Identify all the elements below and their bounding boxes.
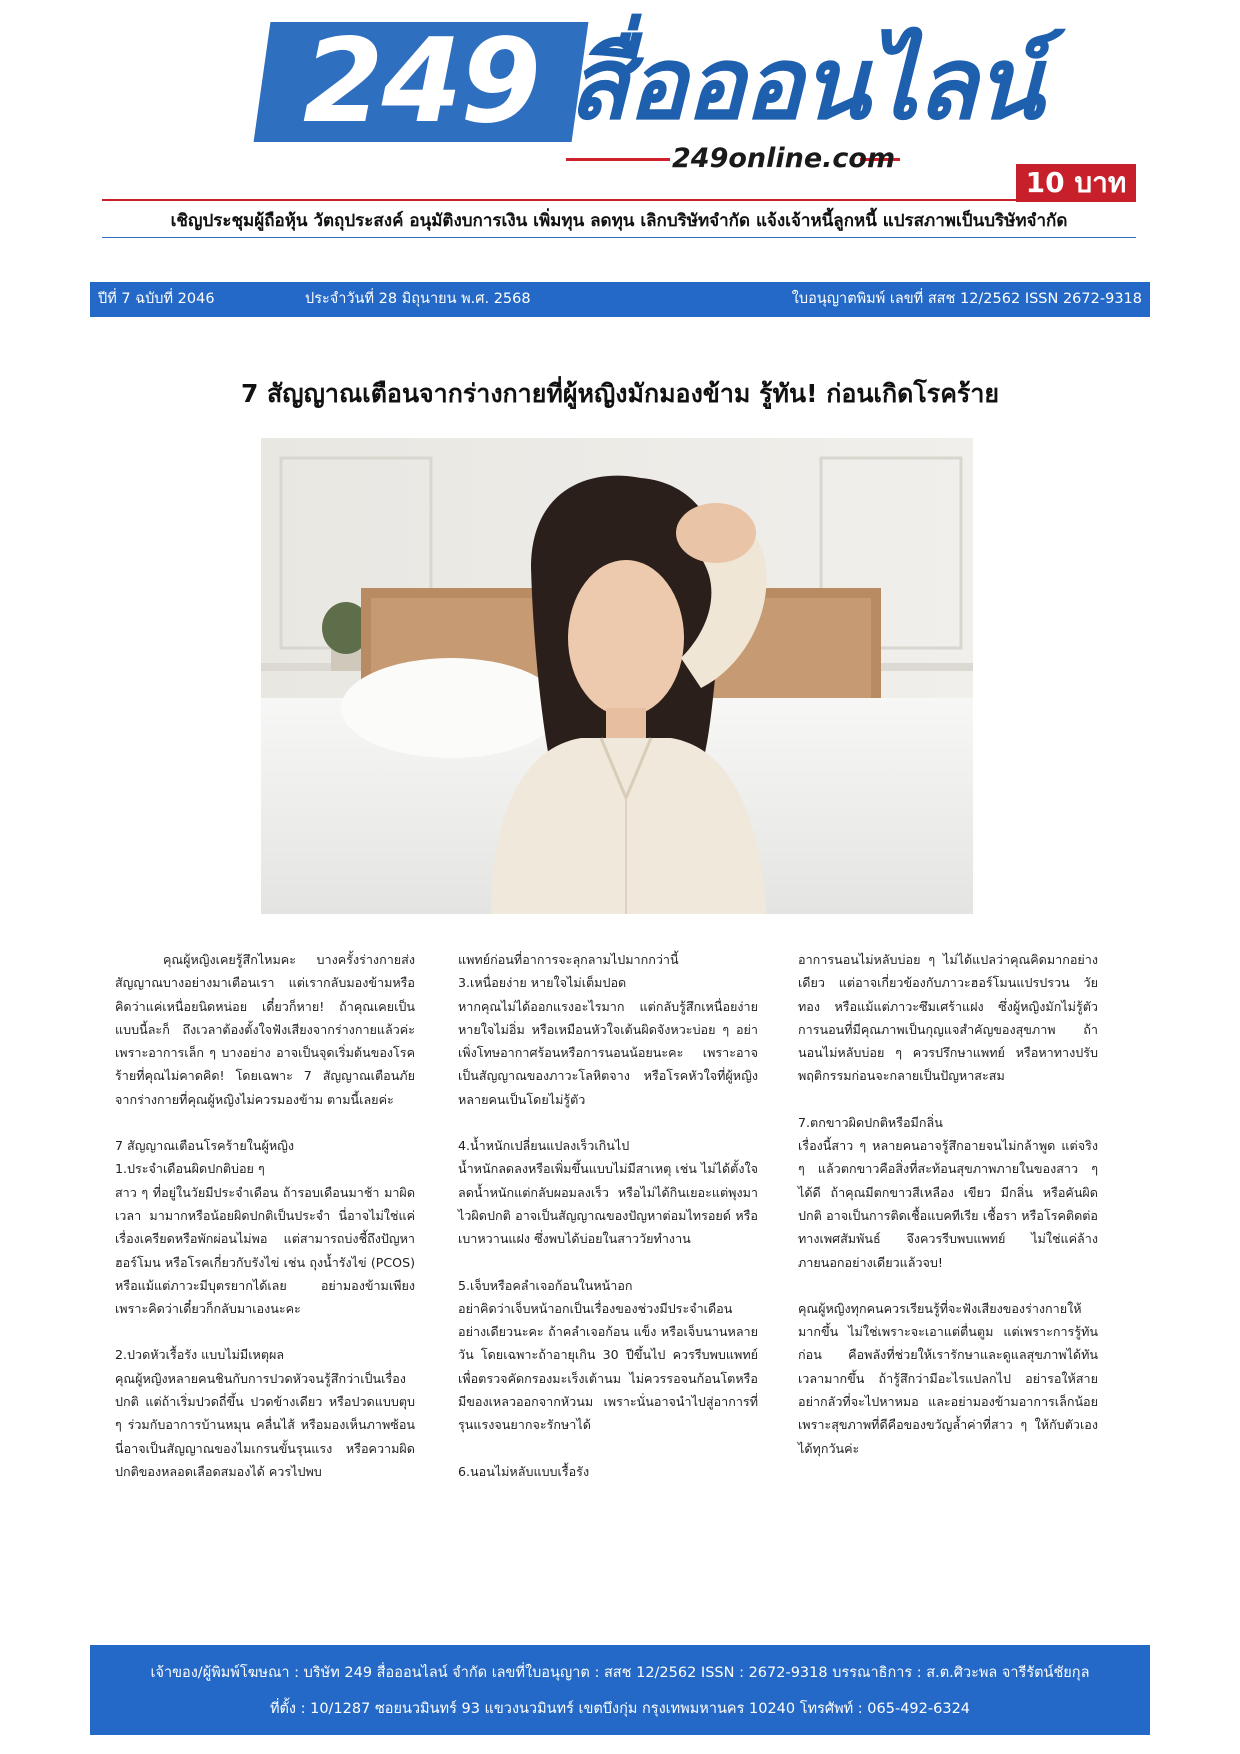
logo-number: 249 bbox=[302, 14, 540, 149]
article-column-2 bbox=[458, 948, 758, 1483]
sign-heading-3: 3.เหนื่อยง่าย หายใจไม่เต็มปอด bbox=[458, 975, 627, 991]
price-badge: 10 บาท bbox=[1016, 164, 1136, 202]
issue-info-bar bbox=[90, 282, 1150, 317]
sign-body-2-cont: แพทย์ก่อนที่อาการจะลุกลามไปมากกว่านี้ bbox=[458, 952, 679, 967]
sign-heading-7: 7.ตกขาวผิดปกติหรือมีกลิ่น bbox=[798, 1114, 943, 1130]
logo-thai-text: สื่อออนไลน์ bbox=[568, 25, 1042, 142]
conclusion-paragraph: คุณผู้หญิงทุกคนควรเรียนรู้ที่จะฟังเสียงของร่างกายให้มากขึ้น ไม่ใช่เพราะจะเอาแต่ตื่นตูม แต่เพราะการรู้ทันก่อน คือพลังที่ช่วยให้เรารักษาและดูแลสุขภาพได้ทันเวลามากขึ้น ถ้ารู้สึกว่ามีอะไรแปลกไป อย่ารอให้สาย อย่ากลัวที่จะไปหาหมอ และอย่ามองข้ามอาการเล็กน้อย เพราะสุขภาพที่ดีคือของขวัญล้ำค่าที่สาว ๆ ให้กับตัวเองได้ทุกวันค่ะ bbox=[798, 1300, 1098, 1456]
issue-date: ประจำวันที่ 28 มิถุนายน พ.ศ. 2568 bbox=[305, 291, 531, 307]
sign-body-2: คุณผู้หญิงหลายคนชินกับการปวดหัวจนรู้สึกว่าเป็นเรื่องปกติ แต่ถ้าเริ่มปวดถี่ขึ้น ปวดข้างเดียว หรือปวดแบบตุบ ๆ ร่วมกับอาการบ้านหมุน คลื่นไส้ หรือมองเห็นภาพซ้อน นี่อาจเป็นสัญญาณของไมเกรนขั้นรุนแรง หรือความผิดปกติของหลอดเลือดสมองได้ ควรไปพบ bbox=[115, 1370, 415, 1479]
article-photo bbox=[261, 438, 973, 914]
article-headline: 7 สัญญาณเตือนจากร่างกายที่ผู้หญิงมักมองข้าม รู้ทัน! ก่อนเกิดโรคร้าย bbox=[240, 379, 1000, 408]
sign-body-4: น้ำหนักลดลงหรือเพิ่มขึ้นแบบไม่มีสาเหตุ เช่น ไม่ได้ตั้งใจลดน้ำหนักแต่กลับผอมลงเร็ว หรือไม่ได้กินเยอะแต่พุงมาไวผิดปกติ อาจเป็นสัญญาณของปัญหาต่อมไทรอยด์ หรือเบาหวานแฝง ซึ่งพบได้บ่อยในสาววัยทำงาน bbox=[458, 1161, 758, 1247]
tagline: เชิญประชุมผู้ถือหุ้น วัตถุประสงค์ อนุมัติงบการเงิน เพิ่มทุน ลดทุน เลิกบริษัทจำกัด แจ้งเจ้าหนี้ลูกหนี้ แปรสภาพเป็นบริษัทจำกัด bbox=[170, 211, 1068, 231]
sign-body-1: สาว ๆ ที่อยู่ในวัยมีประจำเดือน ถ้ารอบเดือนมาช้า มาผิดเวลา มามากหรือน้อยผิดปกติเป็นประจำ นี่อาจไม่ใช่แค่เรื่องเครียดหรือพักผ่อนไม่พอ แต่สามารถบ่งชี้ถึงปัญหาฮอร์โมน หรือโรคเกี่ยวกับรังไข่ เช่น ถุงน้ำรังไข่ (PCOS) หรือแม้แต่ภาวะมีบุตรยากได้เลย อย่ามองข้ามเพียงเพราะคิดว่าเดี๋ยวก็กลับมาเองนะคะ bbox=[115, 1184, 415, 1317]
logo-249 bbox=[254, 14, 589, 149]
sign-heading-5: 5.เจ็บหรือคลำเจอก้อนในหน้าอก bbox=[458, 1277, 633, 1293]
footer-address-line: ที่ตั้ง : 10/1287 ซอยนวมินทร์ 93 แขวงนวมินทร์ เขตบึงกุ่ม กรุงเทพมหานคร 10240 โทรศัพท์ : 065-492-6324 bbox=[269, 1701, 971, 1717]
sign-heading-4: 4.น้ำหนักเปลี่ยนแปลงเร็วเกินไป bbox=[458, 1138, 630, 1154]
sign-body-5: อย่าคิดว่าเจ็บหน้าอกเป็นเรื่องของช่วงมีประจำเดือนอย่างเดียวนะคะ ถ้าคลำเจอก้อน แข็ง หรือเจ็บนานหลายวัน โดยเฉพาะถ้าอายุเกิน 30 ปีขึ้นไป ควรรีบพบแพทย์เพื่อตรวจคัดกรองมะเร็งเต้านม ไม่ควรรอจนก้อนโตหรือมีของเหลวออกจากหัวนม เพราะนั่นอาจนำไปสู่อาการที่รุนแรงจนยากจะรักษาได้ bbox=[458, 1300, 758, 1433]
sign-body-6: อาการนอนไม่หลับบ่อย ๆ ไม่ได้แปลว่าคุณคิดมากอย่างเดียว แต่อาจเกี่ยวข้องกับภาวะฮอร์โมนแปรปรวน วัยทอง หรือแม้แต่ภาวะซึมเศร้าแฝง ซึ่งผู้หญิงมักไม่รู้ตัว การนอนที่มีคุณภาพเป็นกุญแจสำคัญของสุขภาพ ถ้านอนไม่หลับบ่อย ๆ ควรปรึกษาแพทย์ หรือหาทางปรับพฤติกรรมก่อนจะกลายเป็นปัญหาสะสม bbox=[798, 952, 1098, 1084]
intro-paragraph: คุณผู้หญิงเคยรู้สึกไหมคะ บางครั้งร่างกายส่งสัญญาณบางอย่างมาเตือนเรา แต่เรากลับมองข้ามหรือคิดว่าแค่เหนื่อยนิดหน่อย เดี๋ยวก็หาย! ถ้าคุณเคยเป็นแบบนี้ละก็ ถึงเวลาต้องตั้งใจฟังเสียงจากร่างกายแล้วค่ะ เพราะอาการเล็ก ๆ บางอย่าง อาจเป็นจุดเริ่มต้นของโรคร้ายที่คุณไม่คาดคิด! โดยเฉพาะ 7 สัญญาณเตือนภัยจากร่างกายที่คุณผู้หญิงไม่ควรมองข้าม ตามนี้เลยค่ะ bbox=[115, 952, 415, 1107]
section-heading: 7 สัญญาณเตือนโรคร้ายในผู้หญิง bbox=[115, 1138, 295, 1154]
publisher-footer bbox=[90, 1645, 1150, 1735]
sign-body-7: เรื่องนี้สาว ๆ หลายคนอาจรู้สึกอายจนไม่กล้าพูด แต่จริง ๆ แล้วตกขาวคือสิ่งที่สะท้อนสุขภาพภายในของสาว ๆ ได้ดี ถ้าคุณมีตกขาวสีเหลือง เขียว มีกลิ่น หรือคันผิดปกติ อาจเป็นการติดเชื้อแบคทีเรีย เชื้อรา หรือโรคติดต่อทางเพศสัมพันธ์ จึงควรรีบพบแพทย์ ไม่ใช่แค่ล้างภายนอกอย่างเดียวแล้วจบ! bbox=[798, 1138, 1098, 1270]
footer-publisher-line: เจ้าของ/ผู้พิมพ์โฆษณา : บริษัท 249 สื่อออนไลน์ จำกัด เลขที่ใบอนุญาต : สสช 12/2562 ISSN : 2672-9318 บรรณาธิการ : ส.ต.ศิวะพล จารีรัตน์ชัยกุล bbox=[150, 1665, 1090, 1681]
sign-heading-2: 2.ปวดหัวเรื้อรัง แบบไม่มีเหตุผล bbox=[115, 1347, 285, 1363]
red-divider bbox=[102, 199, 1016, 201]
logo-url: 249online.com bbox=[672, 143, 896, 174]
sign-body-3: หากคุณไม่ได้ออกแรงอะไรมาก แต่กลับรู้สึกเหนื่อยง่าย หายใจไม่อิ่ม หรือเหมือนหัวใจเต้นผิดจังหวะบ่อย ๆ อย่าเพิ่งโทษอากาศร้อนหรือการนอนน้อยนะคะ เพราะอาจเป็นสัญญาณของภาวะโลหิตจาง หรือโรคหัวใจที่ผู้หญิงหลายคนเป็นโดยไม่รู้ตัว bbox=[458, 998, 758, 1107]
blue-divider bbox=[102, 237, 1136, 238]
sign-heading-6: 6.นอนไม่หลับแบบเรื้อรัง bbox=[458, 1463, 590, 1479]
sign-heading-1: 1.ประจำเดือนผิดปกติบ่อย ๆ bbox=[115, 1161, 265, 1177]
issue-number: ปีที่ 7 ฉบับที่ 2046 bbox=[98, 291, 215, 307]
article-column-3 bbox=[798, 948, 1098, 1483]
logo-underline bbox=[566, 158, 670, 161]
license-info: ใบอนุญาตพิมพ์ เลขที่ สสช 12/2562 ISSN 2672-9318 bbox=[791, 291, 1142, 307]
article-column-1 bbox=[115, 948, 415, 1483]
